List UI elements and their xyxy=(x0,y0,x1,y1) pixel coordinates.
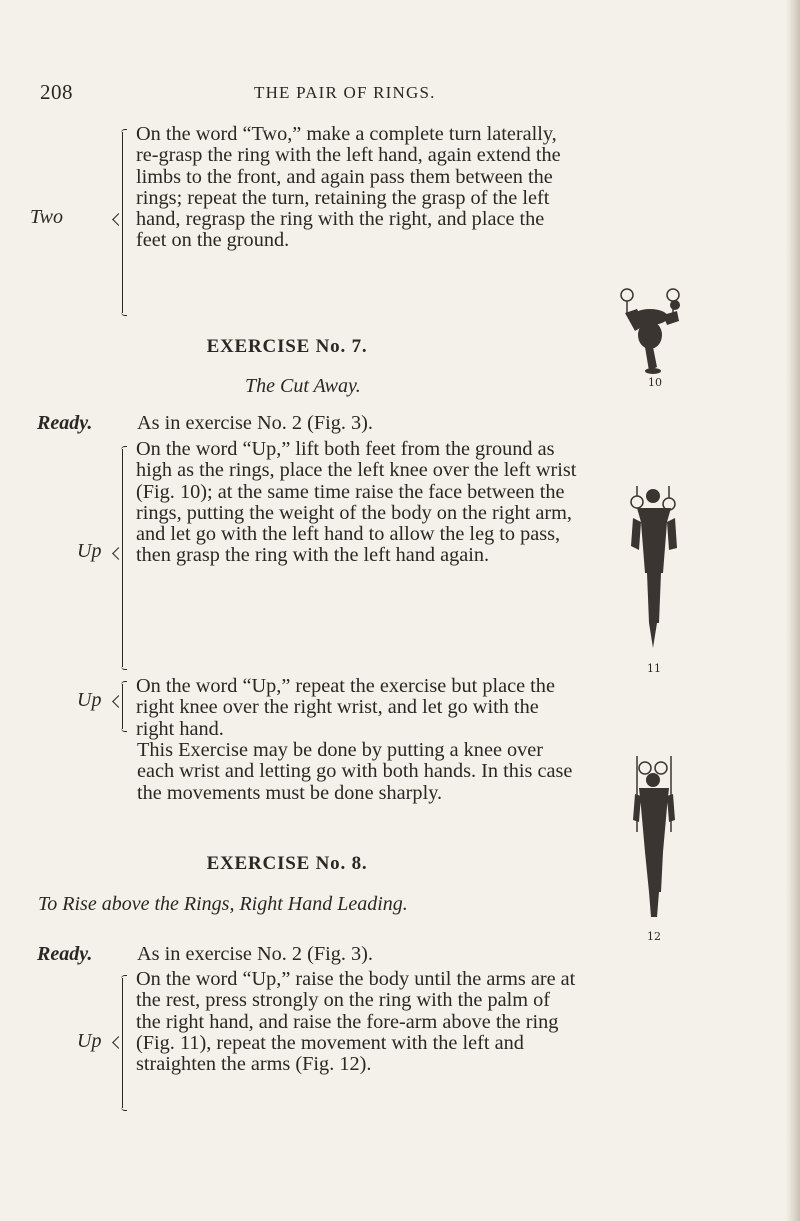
exercise-8-ready-label: Ready. xyxy=(37,943,93,965)
page-header xyxy=(40,80,730,110)
exercise-7-up2-brace xyxy=(122,684,129,729)
exercise-8-up-paragraph xyxy=(136,969,579,1075)
figure-11-illustration xyxy=(615,478,690,658)
page-number: 208 xyxy=(40,80,73,104)
two-text: On the word “Two,” make a complete turn laterally, re-grasp the ring with the left hand, again extend the limbs to the front, and again pass them between the rings; repeat the turn, retaining the grasp of the left hand, regrasp the ring with the right, and place the feet on the ground. xyxy=(136,123,561,252)
figure-10-number: 10 xyxy=(648,376,662,389)
exercise-7-ready-text: As in exercise No. 2 (Fig. 3). xyxy=(137,412,374,434)
exercise-7-ready-label: Ready. xyxy=(37,412,93,434)
page-edge xyxy=(786,0,800,1221)
exercise-7-note-paragraph xyxy=(137,740,577,804)
two-label: Two xyxy=(30,206,63,228)
figure-12-number: 12 xyxy=(647,930,661,943)
running-title: THE PAIR OF RINGS. xyxy=(254,83,436,102)
exercise-7-up1-paragraph xyxy=(136,439,579,567)
figure-10-illustration xyxy=(615,285,690,380)
exercise-7-up1-text: On the word “Up,” lift both feet from the ground as high as the rings, place the left knee over the left wrist (Fig. 10); at the same time raise the face between the rings, putting the weight of the body on the right arm, and let go with the left hand to allow the leg to pass, then grasp the ring with the left hand again. xyxy=(136,438,577,567)
exercise-7-up2-label: Up xyxy=(77,689,102,711)
exercise-7-up2-text: On the word “Up,” repeat the exercise but place the right knee over the right wrist, and let go with the right hand. xyxy=(136,675,555,740)
exercise-7-up2-paragraph xyxy=(136,676,579,740)
exercise-8-ready-text: As in exercise No. 2 (Fig. 3). xyxy=(137,943,374,965)
exercise-7-up1-brace xyxy=(122,449,129,667)
two-paragraph xyxy=(136,124,579,252)
exercise-8-up-text: On the word “Up,” raise the body until the arms are at the rest, press strongly on the ring with the palm of the right hand, and raise the fore-arm above the ring (Fig. 11), repeat the movement with the left and straighten the arms (Fig. 12). xyxy=(136,968,576,1076)
exercise-7-subtitle: The Cut Away. xyxy=(245,375,361,397)
exercise-8-subtitle: To Rise above the Rings, Right Hand Leading. xyxy=(38,893,408,915)
exercise-8-heading: EXERCISE No. 8. xyxy=(206,853,368,874)
exercise-7-note-text: This Exercise may be done by putting a knee over each wrist and letting go with both hands. In this case the movements must be done sharply. xyxy=(137,739,573,804)
exercise-7-up1-label: Up xyxy=(77,540,102,562)
exercise-7-heading: EXERCISE No. 7. xyxy=(206,336,368,357)
exercise-8-up-label: Up xyxy=(77,1030,102,1052)
figure-12-illustration xyxy=(615,752,690,932)
two-brace xyxy=(122,132,129,313)
figure-11-number: 11 xyxy=(647,662,661,675)
